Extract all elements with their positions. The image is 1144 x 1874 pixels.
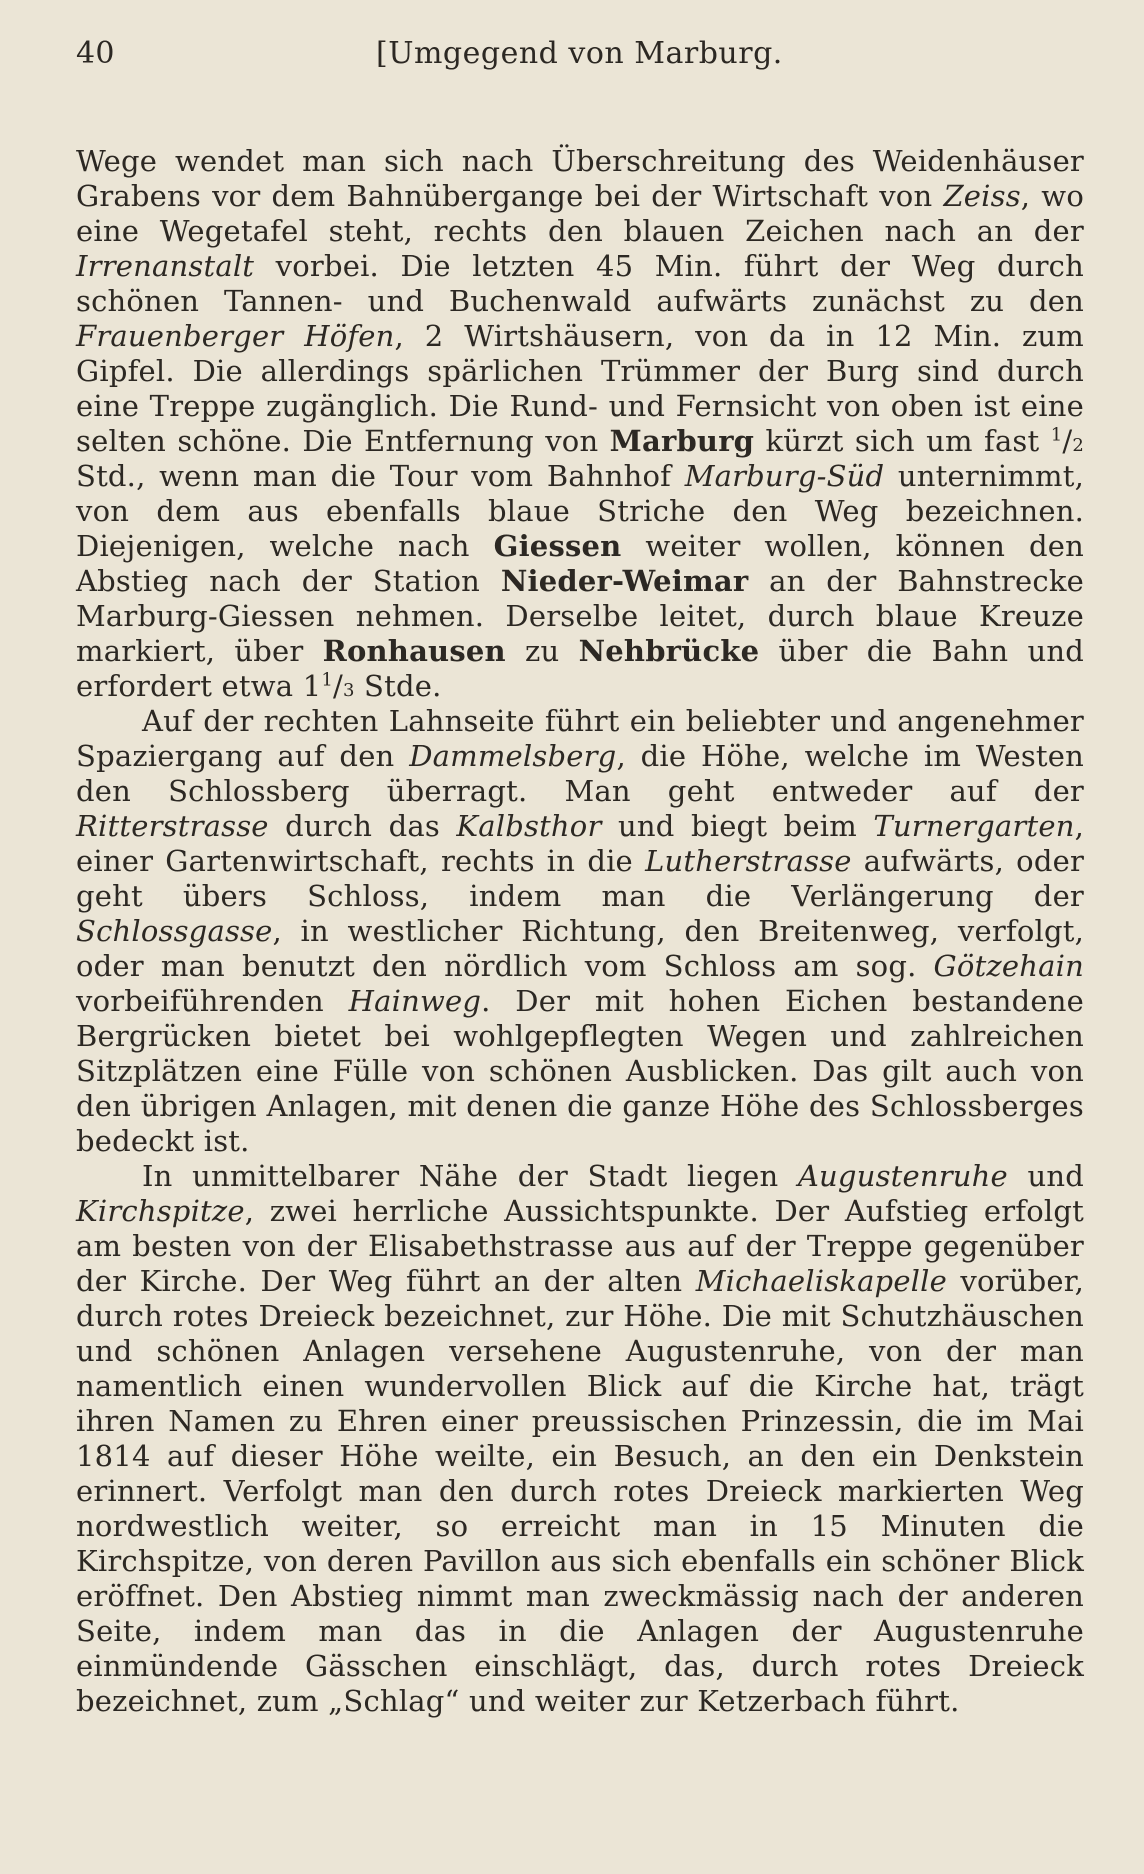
text-run: Std., wenn man die Tour vom Bahnhof	[76, 459, 685, 493]
text-run: , in westlicher Richtung, den Breitenweg, verfolgt, oder man benutzt den nördlich vom Schloss am sog.	[76, 914, 1084, 983]
body-text	[76, 144, 1084, 1719]
text-run: /	[333, 669, 343, 703]
italic-place-name: Turnergarten	[873, 809, 1075, 843]
italic-place-name: Zeiss	[943, 179, 1021, 213]
italic-place-name: Hainweg	[348, 984, 482, 1018]
text-run: über die Bahn und erfordert etwa 1	[76, 634, 1084, 703]
text-run: /	[1062, 424, 1073, 458]
page-number: 40	[76, 36, 115, 71]
text-run: kürzt sich um fast	[754, 424, 1051, 458]
text-run: , wo eine Wegetafel steht, rechts den blauen Zeichen nach an der	[76, 179, 1084, 248]
text-run: . Der mit hohen Eichen bestandene Bergrücken bietet bei wohlgepflegten Wegen und zahlreichen Sitzplätzen eine Fülle von schönen Ausblicken. Das gilt auch von den übrigen Anlagen, mit denen die ganze Höhe des Schlossberges bedeckt ist.	[76, 984, 1084, 1158]
bold-place-name: Nehbrücke	[578, 634, 760, 668]
bold-place-name: Marburg	[609, 424, 755, 458]
italic-place-name: Irrenanstalt	[76, 249, 255, 283]
italic-place-name: Augustenruhe	[797, 1159, 1008, 1193]
bold-place-name: Giessen	[493, 529, 622, 563]
text-run: , einer Gartenwirtschaft, rechts in die	[76, 809, 1084, 878]
italic-place-name: Michaeliskapelle	[695, 1264, 947, 1298]
italic-place-name: Kirchspitze	[76, 1194, 245, 1228]
text-run: unternimmt, von dem aus ebenfalls blaue Striche den Weg bezeichnen. Diejenigen, welche nach	[76, 459, 1084, 563]
text-run: , 2 Wirtshäusern, von da in 12 Min. zum Gipfel. Die allerdings spärlichen Trümmer der Burg sind durch eine Treppe zugänglich. Die Rund- und Fernsicht von oben ist eine selten schöne. Die Entfernung von	[76, 319, 1085, 458]
bold-place-name: Nieder-Weimar	[500, 564, 749, 598]
italic-place-name: Schlossgasse	[76, 914, 273, 948]
paragraph	[76, 144, 1084, 704]
paragraph	[76, 704, 1084, 1159]
italic-place-name: Götzehain	[933, 949, 1084, 983]
text-run: vorbei. Die letzten 45 Min. führt der Weg durch schönen Tannen- und Buchenwald aufwärts zunächst zu den	[76, 249, 1084, 318]
italic-place-name: Dammelsberg	[409, 739, 617, 773]
fraction-denominator: 2	[1072, 435, 1084, 456]
text-run: vorbeiführenden	[76, 984, 349, 1018]
italic-place-name: Marburg-Süd	[684, 459, 885, 493]
text-run: durch das	[268, 809, 457, 843]
text-run: Auf der rechten Lahnseite führt ein beliebter und angenehmer Spaziergang auf den	[76, 704, 1084, 773]
text-run: In unmittelbarer Nähe der Stadt liegen	[142, 1159, 798, 1193]
text-run: Wege wendet man sich nach Überschreitung des Weidenhäuser Grabens vor dem Bahnübergange bei der Wirtschaft von	[76, 144, 1084, 213]
italic-place-name: Lutherstrasse	[645, 844, 852, 878]
text-run: aufwärts, oder geht übers Schloss, indem man die Verlängerung der	[76, 844, 1085, 913]
fraction-numerator: 1	[321, 669, 333, 691]
paragraph	[76, 1159, 1084, 1719]
text-run: Stde.	[354, 669, 442, 703]
fraction-denominator: 3	[342, 680, 355, 701]
running-head: [Umgegend von Marburg.	[376, 36, 783, 71]
italic-place-name: Frauenberger Höfen	[76, 319, 395, 353]
fraction-numerator: 1	[1050, 424, 1063, 446]
text-run: und	[1007, 1159, 1085, 1193]
text-run: weiter wollen, können den Abstieg nach der Station	[76, 529, 1085, 598]
text-run: und biegt beim	[601, 809, 874, 843]
page-header	[76, 36, 1084, 88]
text-run: an der Bahnstrecke Marburg-Giessen nehmen. Derselbe leitet, durch blaue Kreuze markiert, über	[76, 564, 1084, 668]
text-run: , die Höhe, welche im Westen den Schlossberg überragt. Man geht entweder auf der	[76, 739, 1085, 808]
text-run: vorüber, durch rotes Dreieck bezeichnet, zur Höhe. Die mit Schutzhäuschen und schönen Anlagen versehene Augustenruhe, von der man namentlich einen wundervollen Blick auf die Kirche hat, trägt ihren Namen zu Ehren einer preussischen Prinzessin, die im Mai 1814 auf dieser Höhe weilte, ein Besuch, an den ein Denkstein erinnert. Verfolgt man den durch rotes Dreieck markierten Weg nordwestlich weiter, so erreicht man in 15 Minuten die Kirchspitze, von deren Pavillon aus sich ebenfalls ein schöner Blick eröffnet. Den Abstieg nimmt man zweckmässig nach der anderen Seite, indem man das in die Anlagen der Augustenruhe einmündende Gässchen einschlägt, das, durch rotes Dreieck bezeichnet, zum „Schlag“ und weiter zur Ketzerbach führt.	[76, 1264, 1084, 1718]
italic-place-name: Ritterstrasse	[76, 809, 269, 843]
text-run: , zwei herrliche Aussichtspunkte. Der Aufstieg erfolgt am besten von der Elisabethstrasse aus auf der Treppe gegenüber der Kirche. Der Weg führt an der alten	[76, 1194, 1084, 1298]
text-run: zu	[505, 634, 579, 668]
italic-place-name: Kalbsthor	[456, 809, 602, 843]
bold-place-name: Ronhausen	[322, 634, 506, 668]
